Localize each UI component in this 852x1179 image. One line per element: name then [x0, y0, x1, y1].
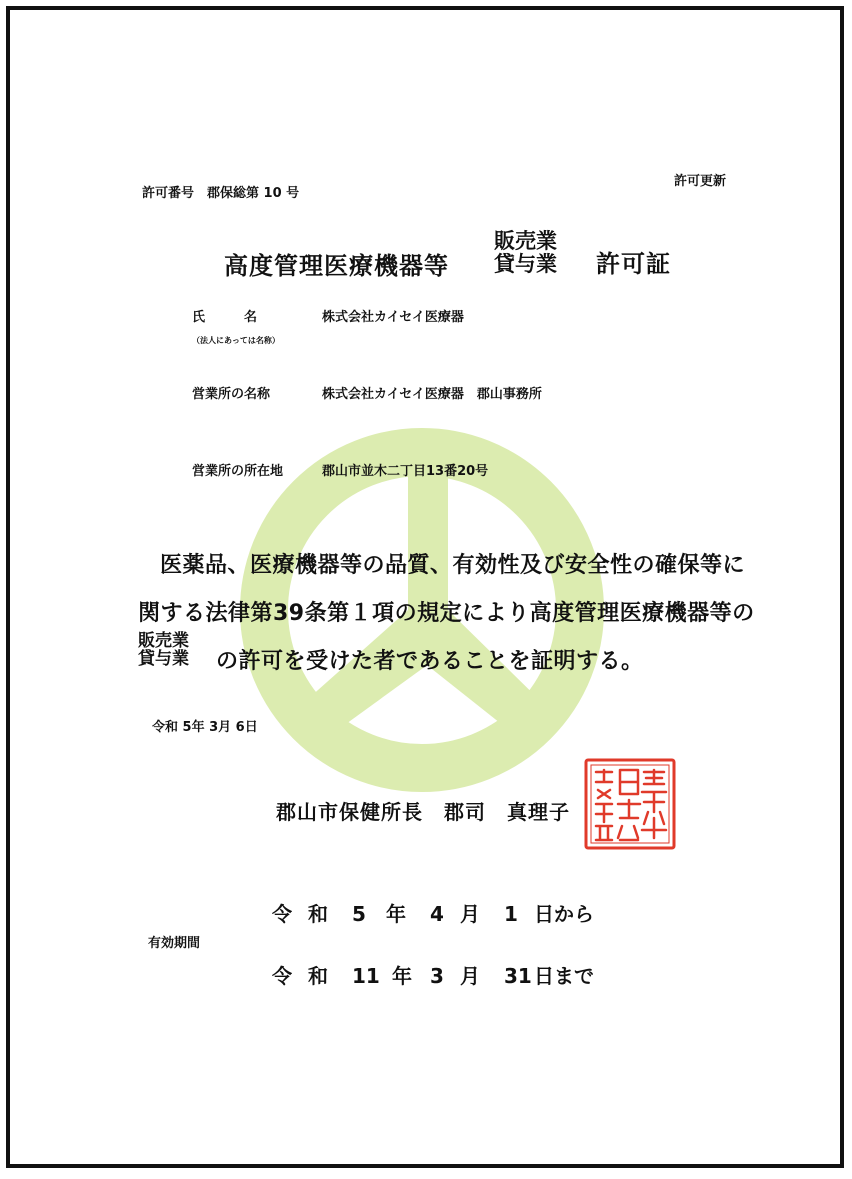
official-seal-stamp — [582, 756, 678, 852]
validity-to-month-unit: 月 — [460, 964, 480, 988]
renewal-label: 許可更新 — [674, 174, 727, 189]
validity-from-year-unit: 年 — [386, 902, 406, 926]
validity-to-day: 31 — [504, 964, 532, 988]
office-name-label: 営業所の名称 — [192, 387, 271, 402]
name-label: 氏 名 — [192, 310, 258, 325]
validity-to-era-2: 和 — [308, 964, 328, 988]
body-line-3: の許可を受けた者であることを証明する。 — [216, 649, 644, 674]
validity-from-era-1: 令 — [272, 902, 292, 926]
validity-from-month: 4 — [430, 902, 444, 926]
body-business-sales: 販売業 — [138, 631, 189, 651]
validity-to-month: 3 — [430, 964, 444, 988]
issue-date: 令和 5年 3月 6日 — [152, 720, 258, 735]
title-main: 高度管理医療機器等 — [224, 252, 449, 280]
office-address-label: 営業所の所在地 — [192, 464, 284, 479]
validity-to-year: 11 — [352, 964, 380, 988]
validity-to — [272, 960, 594, 989]
validity-to-year-unit: 年 — [392, 964, 412, 988]
validity-from-day: 1 — [504, 902, 518, 926]
body-line-1: 医薬品、医療機器等の品質、有効性及び安全性の確保等に — [160, 553, 746, 578]
office-address-value: 郡山市並木二丁目13番20号 — [322, 464, 489, 479]
name-value: 株式会社カイセイ医療器 — [322, 310, 464, 325]
body-business-lease: 貸与業 — [138, 649, 189, 669]
body-business-stack — [138, 632, 189, 668]
validity-from-era-2: 和 — [308, 902, 328, 926]
name-sublabel: （法人にあっては名称） — [192, 336, 280, 345]
validity-from-day-unit: 日から — [534, 902, 594, 926]
title-business-stack — [494, 230, 557, 276]
office-name-value: 株式会社カイセイ医療器 郡山事務所 — [322, 387, 542, 402]
validity-from-month-unit: 月 — [460, 902, 480, 926]
certificate-frame — [6, 6, 844, 1168]
validity-to-day-unit: 日まで — [534, 964, 594, 988]
validity-to-era-1: 令 — [272, 964, 292, 988]
title-business-sales: 販売業 — [494, 229, 557, 253]
title-suffix: 許可証 — [596, 250, 671, 278]
validity-from-year: 5 — [352, 902, 366, 926]
issuer-name: 郡山市保健所長 郡司 真理子 — [276, 800, 570, 824]
validity-label: 有効期間 — [148, 936, 201, 951]
title-business-lease: 貸与業 — [494, 252, 557, 276]
validity-from — [272, 898, 594, 927]
body-line-2: 関する法律第39条第１項の規定により高度管理医療機器等の — [138, 601, 755, 626]
permit-number: 許可番号 郡保総第 10 号 — [142, 186, 300, 201]
